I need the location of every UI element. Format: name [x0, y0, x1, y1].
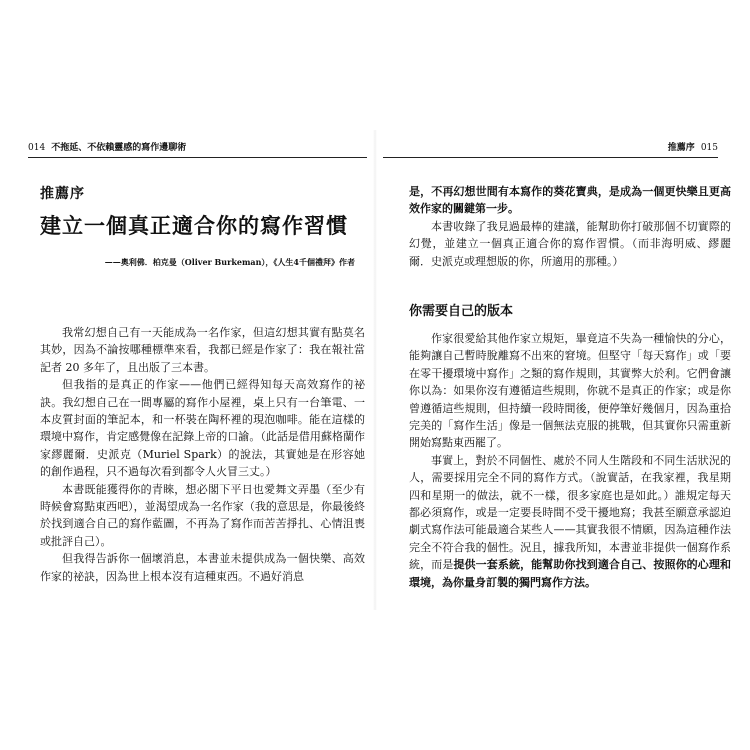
- page-number-left: 014: [28, 143, 46, 153]
- chapter-title: 建立一個真正適合你的寫作習慣: [40, 213, 348, 238]
- paragraph: [409, 452, 731, 591]
- paragraph: 本書既能獲得你的青睞，想必閣下平日也愛舞文弄墨（至少有時候會寫點東西吧），並渴望成為一名作家（我的意思是，你最後終於找到適合自己的寫作藍圖，不再為了寫作而苦苦掙扎、心情沮喪或批評自己）。: [40, 482, 365, 548]
- body-text-right-bottom: [409, 330, 731, 591]
- byline: ——奧利佛．柏克曼（Oliver Burkeman），《人生4千個禮拜》作者: [104, 257, 355, 267]
- paragraph: 本書收錄了我見過最棒的建議，能幫助你打破那個不切實際的幻覺，並建立一個真正適合你的寫作習慣。（而非海明威、繆麗爾．史派克或理想版的你，所適用的那種。）: [409, 219, 731, 268]
- bold-text: 是，不再幻想世間有本寫作的葵花寶典，是成為一個更快樂且更高效作家的關鍵第一步。: [409, 185, 731, 216]
- paragraph: 作家很愛給其他作家立規矩，畢竟這不失為一種愉快的分心，能夠讓自己暫時脫離寫不出來的窘境。但堅守「每天寫作」或「要在零干擾環境中寫作」之類的寫作規則，其實弊大於利。它們會讓你以為：如果你沒有遵循這些規則，你就不是真正的作家；或是你曾遵循這些規則，但持續一段時間後，便停筆好幾個月，因為重拾完美的「寫作生活」像是一個無法克服的挑戰，但其實你只需重新開始寫點東西罷了。: [409, 332, 731, 450]
- section-header: 推薦序: [667, 143, 695, 153]
- section-label: 推薦序: [40, 186, 85, 202]
- page-number-right: 015: [700, 143, 718, 153]
- bold-text: 提供一套系統，能幫助你找到適合自己、按照你的心理和環境，為你量身訂製的獨門寫作方法。: [409, 558, 732, 589]
- header-rule-right: [383, 157, 718, 158]
- body-text-right-top: [409, 183, 731, 270]
- paragraph-text: 事實上，對於不同個性、處於不同人生階段和不同生活狀況的人，需要採用完全不同的寫作方式。（說實話，在我家裡，我星期四和星期一的做法，就不一樣，很多家庭也是如此。）誰規定每天都必須寫作，或是一定要長時間不受干擾地寫；我甚至願意承認迫劇式寫作法可能最適合某些人——其實我很不情願，因為這種作法完全不符合我的個性。況且，據我所知，本書並非提供一個寫作系統，而是: [409, 453, 731, 572]
- right-page: [375, 0, 750, 750]
- running-head-left: [28, 142, 186, 154]
- book-title-header: 不拖延、不依賴靈感的寫作邊聊術: [51, 143, 187, 153]
- paragraph: 但我指的是真正的作家——他們已經得知每天高效寫作的祕訣。我幻想自己在一間專屬的寫作小屋裡，桌上只有一台筆電、一本皮質封面的筆記本，和一杯裝在陶杯裡的現泡咖啡。能在這樣的環境中寫作，肯定感覺像在記錄上帝的口諭。（此話是借用蘇格蘭作家繆麗爾．史派克（Muriel Spark）的說法，其實她是在形容她的創作過程，只不過每次看到都令人火冒三丈。）: [40, 378, 365, 479]
- paragraph: [409, 183, 731, 218]
- running-head-right: [668, 142, 718, 154]
- body-text-left: [40, 324, 365, 585]
- paragraph: 我常幻想自己有一天能成為一名作家，但這幻想其實有點莫名其妙，因為不論按哪種標準來看，我都已經是作家了：我在報社當記者 20 多年了，且出版了三本書。: [40, 326, 365, 374]
- header-rule-left: [28, 157, 367, 158]
- paragraph: 但我得告訴你一個壞消息，本書並未提供成為一個快樂、高效作家的祕訣，因為世上根本沒有這種東西。不過好消息: [40, 552, 365, 583]
- subheading: 你需要自己的版本: [409, 304, 514, 319]
